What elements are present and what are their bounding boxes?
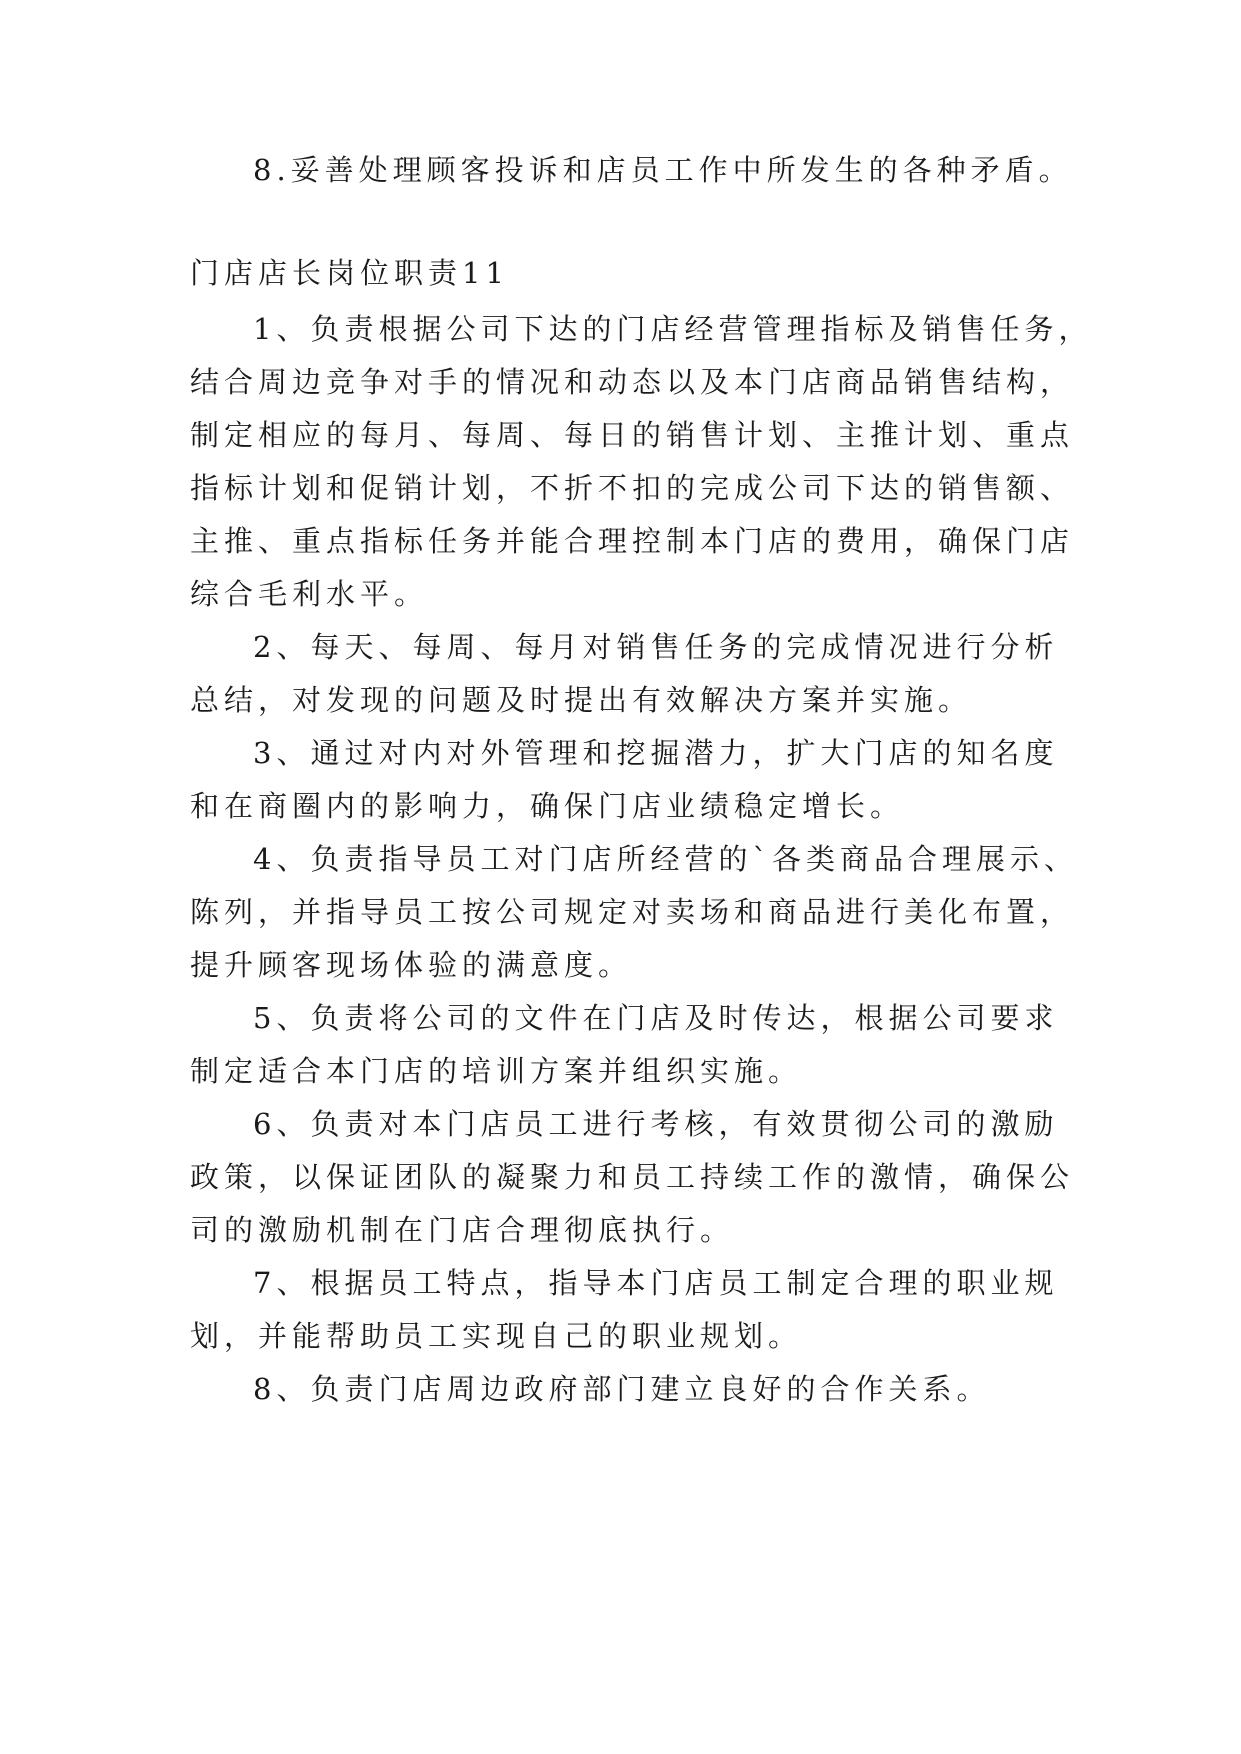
paragraph-line-9: 总结，对发现的问题及时提出有效解决方案并实施。 bbox=[190, 683, 973, 717]
paragraph-line-7: 综合毛利水平。 bbox=[190, 577, 429, 611]
paragraph-line-6: 主推、重点指标任务并能合理控制本门店的费用，确保门店 bbox=[190, 524, 1075, 558]
paragraph-line-14: 提升顾客现场体验的满意度。 bbox=[190, 948, 633, 982]
paragraph-line-11: 和在商圈内的影响力，确保门店业绩稳定增长。 bbox=[190, 789, 905, 823]
paragraph-line-13: 陈列，并指导员工按公司规定对卖场和商品进行美化布置， bbox=[190, 895, 1075, 929]
paragraph-line-8: 2、每天、每周、每月对销售任务的完成情况进行分析 bbox=[253, 630, 1059, 664]
paragraph-line-4: 制定相应的每月、每周、每日的销售计划、主推计划、重点 bbox=[190, 418, 1075, 452]
paragraph-line-12: 4、负责指导员工对门店所经营的`各类商品合理展示、 bbox=[253, 842, 1078, 876]
paragraph-line-16: 制定适合本门店的培训方案并组织实施。 bbox=[190, 1054, 803, 1088]
paragraph-line-2: 1、负责根据公司下达的门店经营管理指标及销售任务， bbox=[253, 312, 1093, 346]
paragraph-line-17: 6、负责对本门店员工进行考核，有效贯彻公司的激励 bbox=[253, 1107, 1059, 1141]
section-heading: 门店店长岗位职责11 bbox=[190, 256, 509, 290]
paragraph-line-18: 政策，以保证团队的凝聚力和员工持续工作的激情，确保公 bbox=[190, 1160, 1075, 1194]
paragraph-line-15: 5、负责将公司的文件在门店及时传达，根据公司要求 bbox=[253, 1001, 1059, 1035]
paragraph-line-21: 划，并能帮助员工实现自己的职业规划。 bbox=[190, 1319, 803, 1353]
paragraph-line-3: 结合周边竞争对手的情况和动态以及本门店商品销售结构， bbox=[190, 365, 1075, 399]
paragraph-line-20: 7、根据员工特点，指导本门店员工制定合理的职业规 bbox=[253, 1266, 1059, 1300]
paragraph-line-10: 3、通过对内对外管理和挖掘潜力，扩大门店的知名度 bbox=[253, 736, 1059, 770]
paragraph-line-5: 指标计划和促销计划，不折不扣的完成公司下达的销售额、 bbox=[190, 471, 1075, 505]
paragraph-line-1: 8.妥善处理顾客投诉和店员工作中所发生的各种矛盾。 bbox=[253, 153, 1073, 187]
paragraph-line-19: 司的激励机制在门店合理彻底执行。 bbox=[190, 1213, 735, 1247]
paragraph-line-22: 8、负责门店周边政府部门建立良好的合作关系。 bbox=[253, 1372, 991, 1406]
